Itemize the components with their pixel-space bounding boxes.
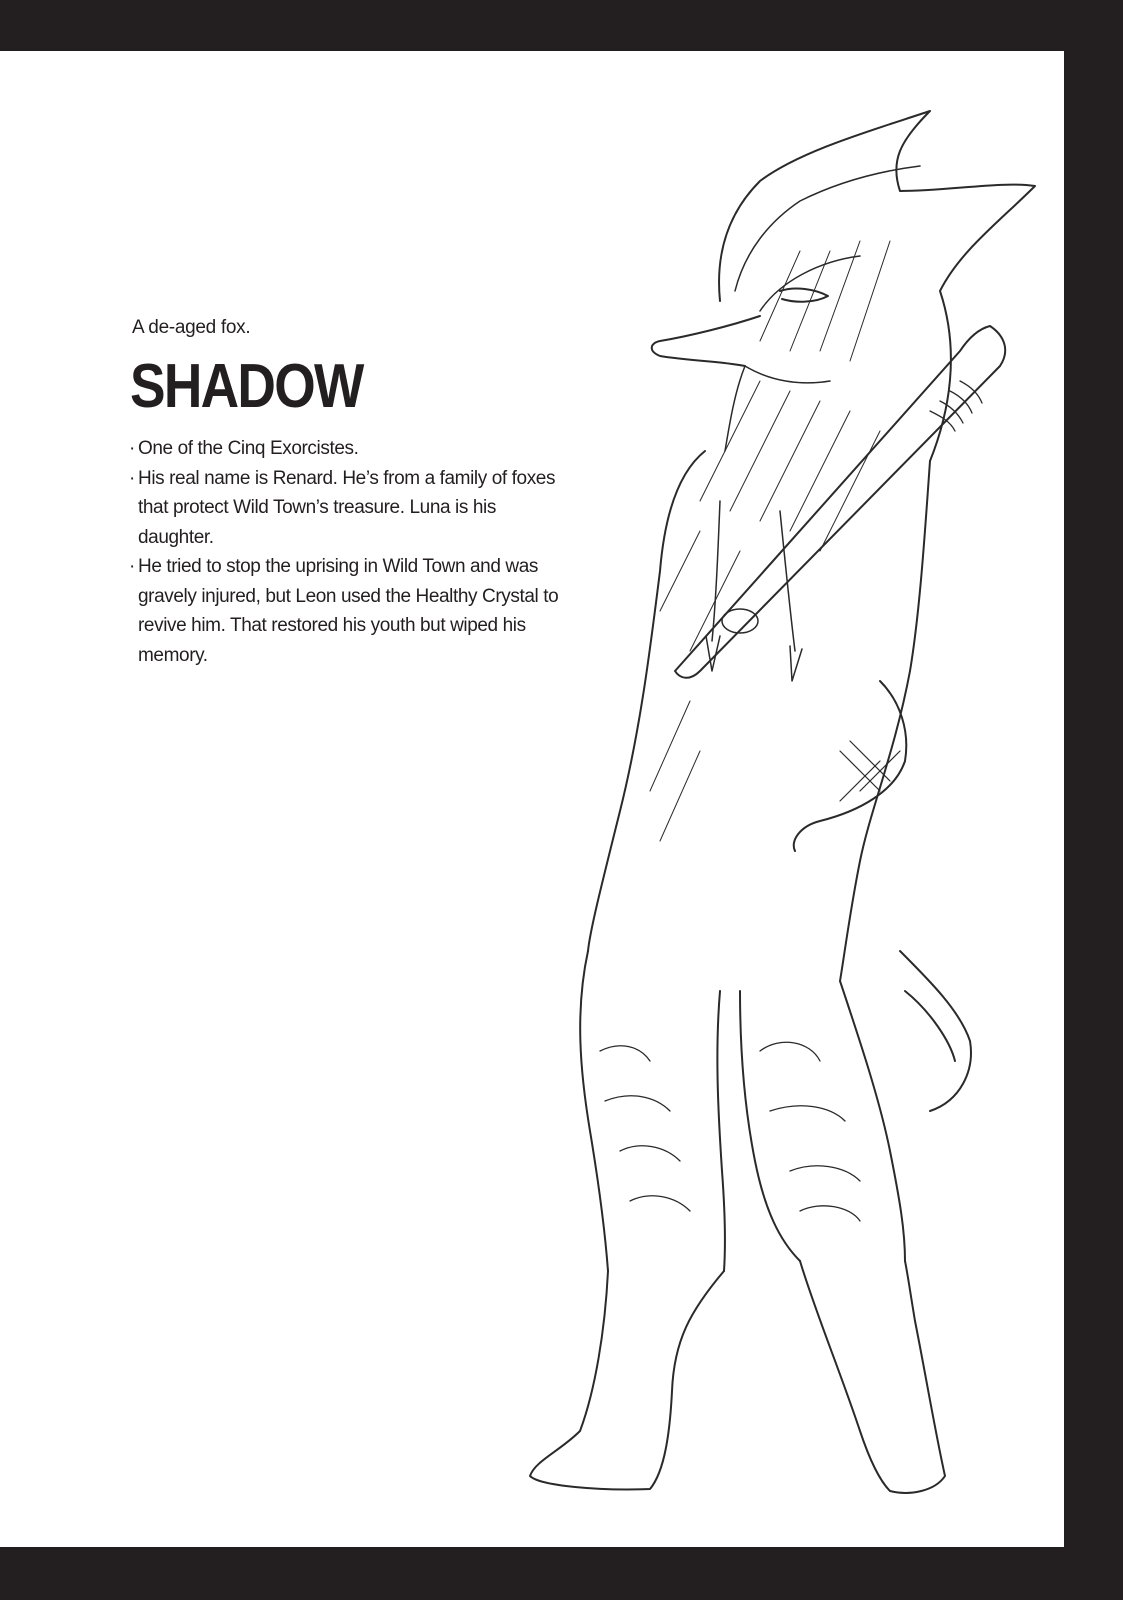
arm: [794, 681, 907, 851]
drawstring-right: [780, 511, 802, 681]
left-leg-inner: [717, 991, 725, 1271]
note-item: · He tried to stop the uprising in Wild Town and was gravely injured, but Leon used the Healthy Crystal to revive him. That restored his youth but wiped his memory.: [130, 552, 570, 670]
right-leg: [740, 991, 800, 1261]
right-boot: [800, 1261, 945, 1493]
snout: [652, 316, 760, 366]
tail: [900, 951, 971, 1111]
left-leg: [580, 951, 608, 1271]
note-item: · His real name is Renard. He’s from a family of foxes that protect Wild Town’s treasure. Luna is his daughter.: [130, 464, 570, 553]
character-name: SHADOW: [130, 352, 363, 421]
mask: [725, 366, 830, 451]
eye: [780, 289, 828, 302]
hood-inner: [735, 166, 920, 311]
character-subtitle: A de-aged fox.: [132, 317, 251, 338]
fox-sketch-illustration: [0, 51, 1064, 1547]
camo-marks: [600, 1042, 860, 1221]
right-leg-outer: [840, 981, 905, 1261]
scabbard-wrap: [930, 381, 982, 431]
note-item: · One of the Cinq Exorcistes.: [130, 434, 570, 464]
artbook-page: [0, 51, 1064, 1547]
shading-hatch: [650, 241, 890, 841]
torso-back: [840, 461, 930, 981]
scabbard: [675, 326, 1005, 678]
drawstring-left: [706, 501, 720, 671]
hood-outline: [719, 111, 1035, 461]
torso-front: [588, 451, 705, 951]
left-boot: [530, 1271, 724, 1489]
